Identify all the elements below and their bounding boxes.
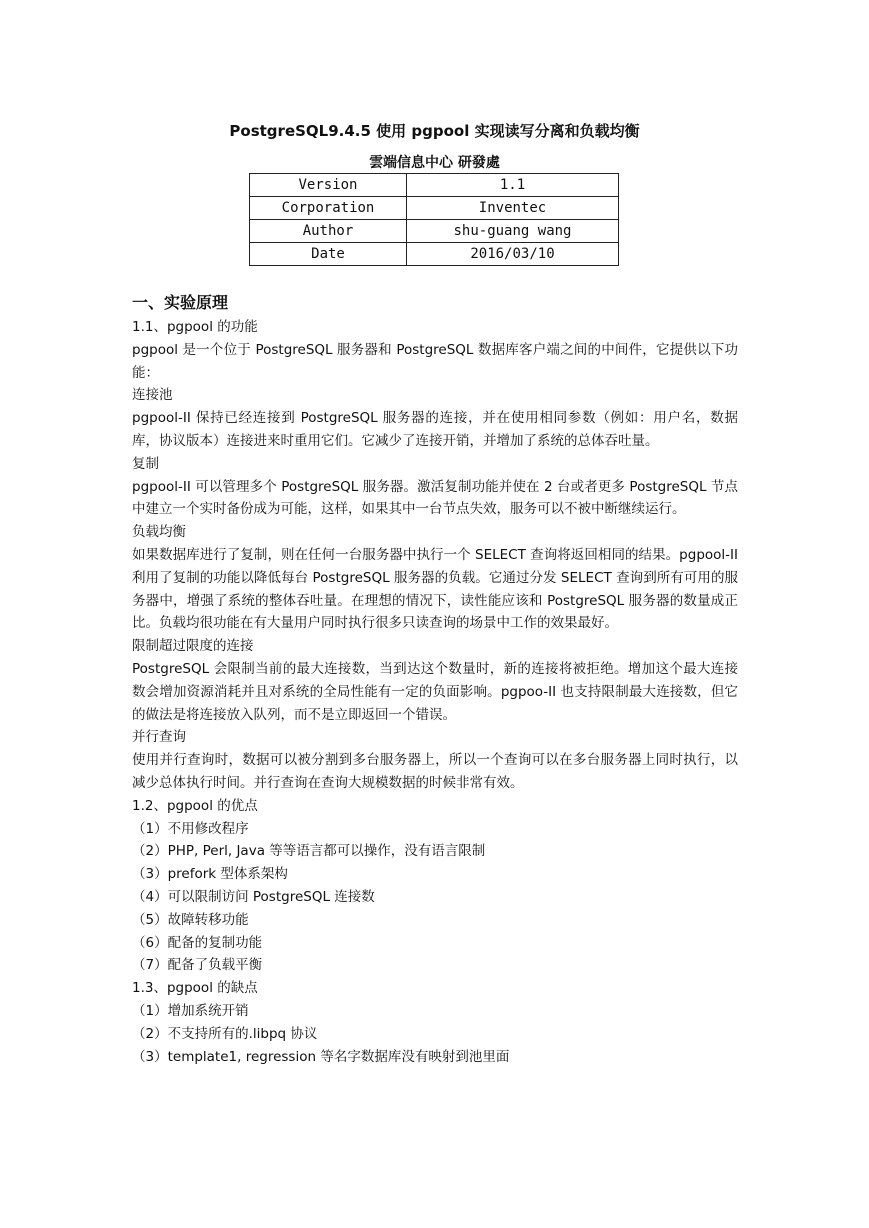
list-item: （2）PHP, Perl, Java 等等语言都可以操作，没有语言限制 [132, 843, 486, 860]
feature-title: 连接池 [132, 387, 173, 404]
meta-key: Date [250, 243, 407, 266]
feature-title: 复制 [132, 455, 159, 472]
subsection-heading: 1.2、pgpool 的优点 [132, 797, 258, 814]
table-row [250, 243, 619, 266]
table-row [250, 174, 619, 197]
section-heading: 一、实验原理 [132, 293, 229, 312]
feature-title: 并行查询 [132, 729, 186, 746]
meta-table [249, 173, 619, 266]
table-row [250, 197, 619, 220]
list-item: （7）配备了负载平衡 [132, 957, 263, 974]
meta-key: Corporation [250, 197, 407, 220]
feature-title: 限制超过限度的连接 [132, 638, 254, 655]
meta-value: 1.1 [407, 174, 619, 197]
body-content [132, 292, 738, 1068]
list-item: （5）故障转移功能 [132, 911, 249, 928]
list-item: （1）不用修改程序 [132, 820, 249, 837]
meta-value: Inventec [407, 197, 619, 220]
subsection-heading: 1.1、pgpool 的功能 [132, 319, 258, 335]
table-row [250, 220, 619, 243]
meta-key: Version [250, 174, 407, 197]
meta-key: Author [250, 220, 407, 243]
list-item: （6）配备的复制功能 [132, 934, 263, 951]
list-item: （2）不支持所有的.libpq 协议 [132, 1025, 318, 1042]
paragraph: pgpool 是一个位于 PostgreSQL 服务器和 PostgreSQL 数据库客户端之间的中间件，它提供以下功能： [132, 341, 738, 381]
list-item: （3）prefork 型体系架构 [132, 866, 288, 883]
list-item: （4）可以限制访问 PostgreSQL 连接数 [132, 888, 375, 905]
paragraph: 使用并行查询时，数据可以被分割到多台服务器上，所以一个查询可以在多台服务器上同时执行，以减少总体执行时间。并行查询在查询大规模数据的时候非常有效。 [132, 752, 738, 791]
subsection-heading: 1.3、pgpool 的缺点 [132, 980, 258, 997]
list-item: （1）增加系统开销 [132, 1002, 249, 1019]
paragraph: pgpool-II 可以管理多个 PostgreSQL 服务器。激活复制功能并使在 2 台或者更多 PostgreSQL 节点中建立一个实时备份成为可能，这样，如果其中一台节点失效，服务可以不被中断继续运行。 [132, 478, 738, 518]
feature-title: 负载均衡 [132, 524, 186, 541]
paragraph: pgpool-II 保持已经连接到 PostgreSQL 服务器的连接，并在使用相同参数（例如：用户名，数据库，协议版本）连接进来时重用它们。它减少了连接开销，并增加了系统的总体吞吐量。 [132, 410, 738, 449]
meta-value: shu-guang wang [407, 220, 619, 243]
document-title: PostgreSQL9.4.5 使用 pgpool 实现读写分离和负载均衡 [229, 122, 640, 140]
list-item: （3）template1, regression 等名字数据库没有映射到池里面 [132, 1048, 510, 1065]
meta-value: 2016/03/10 [407, 243, 619, 266]
paragraph: 如果数据库进行了复制，则在任何一台服务器中执行一个 SELECT 查询将返回相同的结果。pgpool-II 利用了复制的功能以降低每台 PostgreSQL 服务器的负载。它通过分发 SELECT 查询到所有可用的服务器中，增强了系统的整体吞吐量。在理想的情况下，读性能应该和 PostgreSQL 服务器的数量成正比。负载均很功能在有大量用户同时执行很多只读查询的场景中工作的效果最好。 [132, 546, 738, 632]
paragraph: PostgreSQL 会限制当前的最大连接数，当到达这个数量时，新的连接将被拒绝。增加这个最大连接数会增加资源消耗并且对系统的全局性能有一定的负面影响。pgpoo-II 也支持限制最大连接数，但它的做法是将连接放入队列，而不是立即返回一个错误。 [132, 660, 738, 723]
document-subtitle: 雲端信息中心 研發處 [369, 155, 500, 171]
